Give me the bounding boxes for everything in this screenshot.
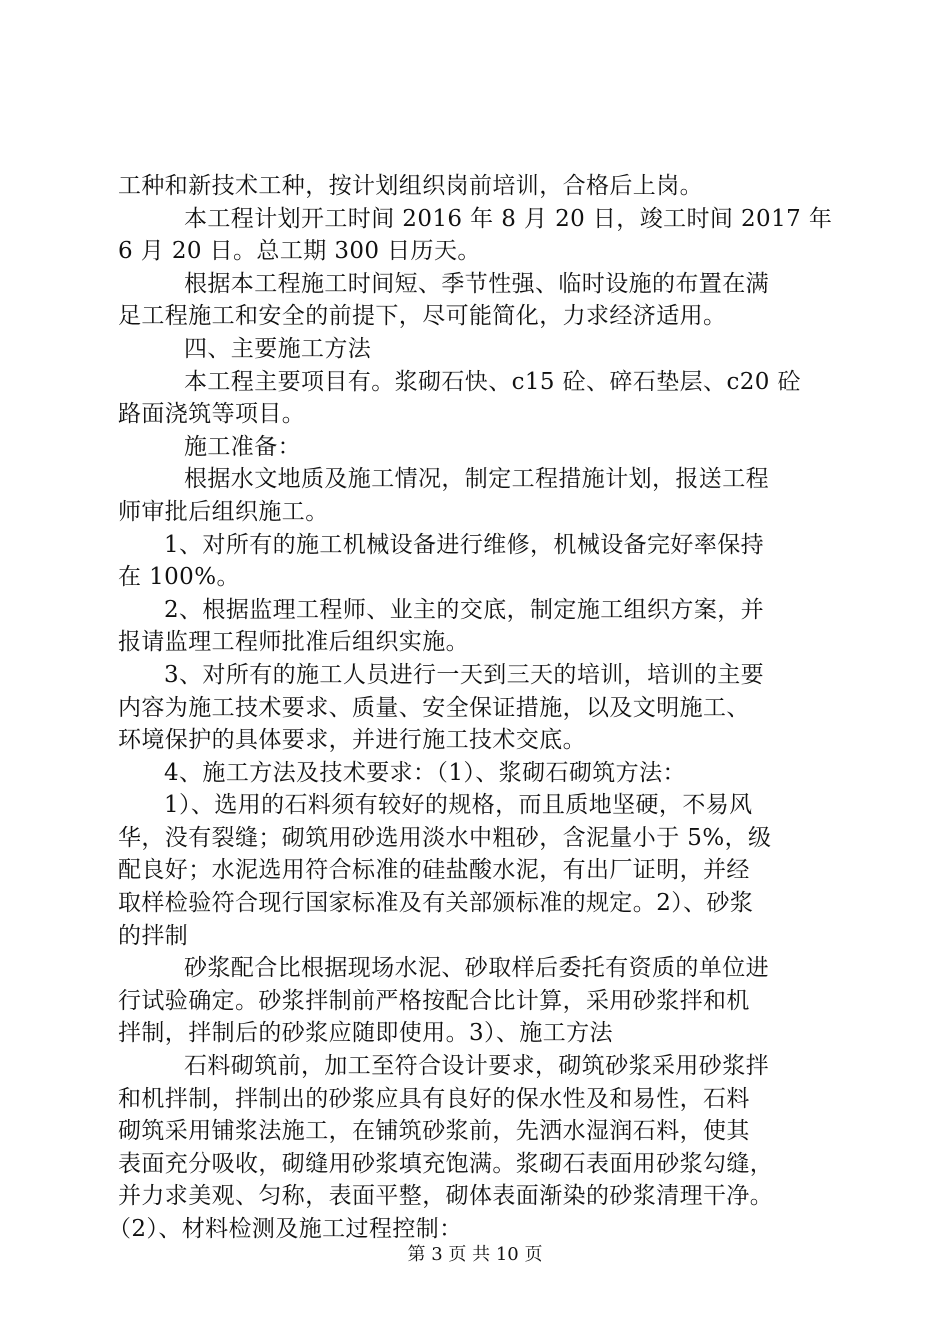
text-line: 师审批后组织施工。 <box>118 498 329 525</box>
page-number-footer: 第 3 页 共 10 页 <box>407 1244 543 1265</box>
text-line: 根据水文地质及施工情况，制定工程措施计划，报送工程 <box>184 466 769 493</box>
text-line: 根据本工程施工时间短、季节性强、临时设施的布置在满 <box>184 270 769 297</box>
text-line: 工种和新技术工种，按计划组织岗前培训，合格后上岗。 <box>118 173 703 199</box>
text-line: 2、根据监理工程师、业主的交底，制定施工组织方案，并 <box>164 596 765 623</box>
subsection-heading: 施工准备： <box>184 433 301 460</box>
text-line: 表面充分吸收，砌缝用砂浆填充饱满。浆砌石表面用砂浆勾缝， <box>118 1150 774 1177</box>
text-line: 足工程施工和安全的前提下，尽可能简化，力求经济适用。 <box>118 303 727 330</box>
text-line: 的拌制 <box>118 922 189 949</box>
text-line: 4、施工方法及技术要求：（1）、浆砌石砌筑方法： <box>164 759 686 786</box>
text-line: 本工程主要项目有。浆砌石快、c15 砼、碎石垫层、c20 砼 <box>184 368 801 395</box>
document-body <box>108 170 838 1246</box>
text-line: 华，没有裂缝；砌筑用砂选用淡水中粗砂，含泥量小于 5%，级 <box>118 824 772 851</box>
section-heading: 四、主要施工方法 <box>184 335 372 362</box>
text-line: 环境保护的具体要求，并进行施工技术交底。 <box>118 727 586 754</box>
text-line: 配良好；水泥选用符合标准的硅盐酸水泥，有出厂证明，并经 <box>118 857 750 884</box>
text-line: 6 月 20 日。总工期 300 日历天。 <box>118 238 481 265</box>
text-line: 行试验确定。砂浆拌制前严格按配合比计算，采用砂浆拌和机 <box>118 987 750 1014</box>
text-line: 路面浇筑等项目。 <box>118 401 306 428</box>
text-line: 拌制，拌制后的砂浆应随即使用。3）、施工方法 <box>118 1020 613 1047</box>
text-line: 本工程计划开工时间 2016 年 8 月 20 日，竣工时间 2017 年 <box>184 205 833 232</box>
text-line: 石料砌筑前，加工至符合设计要求，砌筑砂浆采用砂浆拌 <box>184 1053 769 1080</box>
text-line: 报请监理工程师批准后组织实施。 <box>118 629 469 656</box>
text-line: 1、对所有的施工机械设备进行维修，机械设备完好率保持 <box>164 531 765 558</box>
text-line: 砂浆配合比根据现场水泥、砂取样后委托有资质的单位进 <box>184 955 769 982</box>
text-line: 并力求美观、匀称，表面平整，砌体表面渐染的砂浆清理干净。 <box>118 1183 774 1210</box>
text-line: 3、对所有的施工人员进行一天到三天的培训，培训的主要 <box>164 661 765 688</box>
text-line: 取样检验符合现行国家标准及有关部颁标准的规定。2）、砂浆 <box>118 890 754 917</box>
text-line: 砌筑采用铺浆法施工，在铺筑砂浆前，先洒水湿润石料，使其 <box>118 1118 750 1145</box>
text-line: 和机拌制，拌制出的砂浆应具有良好的保水性及和易性，石料 <box>118 1085 750 1112</box>
text-line: 1）、选用的石料须有较好的规格，而且质地坚硬，不易风 <box>164 792 753 819</box>
text-line: 在 100%。 <box>118 564 240 591</box>
text-line: 内容为施工技术要求、质量、安全保证措施，以及文明施工、 <box>118 694 750 721</box>
text-line: （2）、材料检测及施工过程控制： <box>108 1216 463 1242</box>
